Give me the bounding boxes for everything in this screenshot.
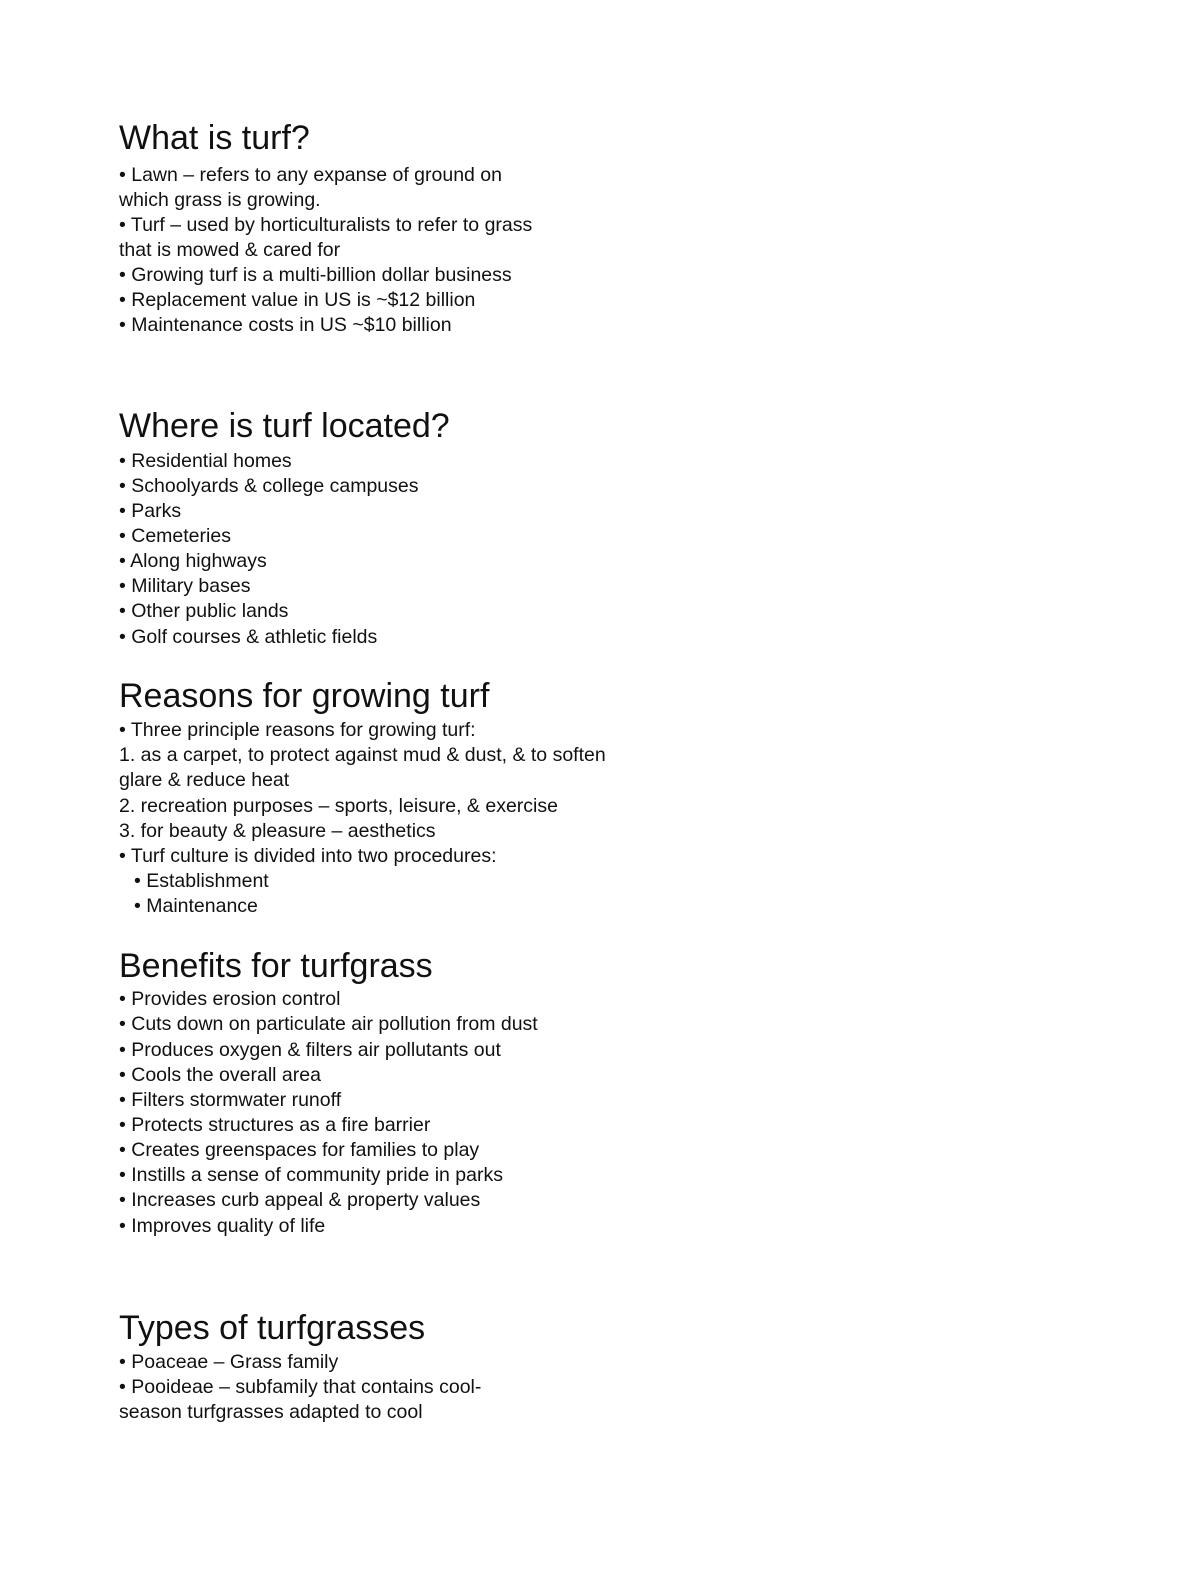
text-line: • Maintenance [134, 895, 258, 917]
text-line: • Pooideae – subfamily that contains cool- [119, 1376, 482, 1398]
section-heading-reasons-for-growing-turf: Reasons for growing turf [119, 677, 490, 715]
text-line: • Military bases [119, 575, 251, 597]
text-line: • Other public lands [119, 600, 289, 622]
text-line: • Three principle reasons for growing turf: [119, 719, 476, 741]
text-line: • Cuts down on particulate air pollution from dust [119, 1013, 538, 1035]
section-heading-what-is-turf: What is turf? [119, 119, 310, 157]
text-line: 3. for beauty & pleasure – aesthetics [119, 820, 436, 842]
section-heading-types-of-turfgrasses: Types of turfgrasses [119, 1309, 426, 1347]
text-line: • Growing turf is a multi-billion dollar business [119, 264, 512, 286]
text-line: • Residential homes [119, 450, 292, 472]
text-line: 2. recreation purposes – sports, leisure, & exercise [119, 795, 558, 817]
text-line: • Provides erosion control [119, 988, 341, 1010]
text-line: • Cemeteries [119, 525, 231, 547]
text-line: • Turf – used by horticulturalists to refer to grass [119, 214, 533, 236]
text-line: • Protects structures as a fire barrier [119, 1114, 431, 1136]
text-line: • Golf courses & athletic fields [119, 626, 378, 648]
text-line: season turfgrasses adapted to cool [119, 1401, 423, 1423]
text-line: • Lawn – refers to any expanse of ground on [119, 164, 502, 186]
text-line: • Maintenance costs in US ~$10 billion [119, 314, 452, 336]
text-line: • Establishment [134, 870, 269, 892]
text-line: • Produces oxygen & filters air pollutants out [119, 1039, 501, 1061]
text-line: • Filters stormwater runoff [119, 1089, 342, 1111]
text-line: that is mowed & cared for [119, 239, 341, 261]
text-line: • Replacement value in US is ~$12 billion [119, 289, 476, 311]
text-line: • Along highways [119, 550, 267, 572]
text-line: • Poaceae – Grass family [119, 1351, 339, 1373]
text-line: glare & reduce heat [119, 769, 290, 791]
text-line: • Turf culture is divided into two procedures: [119, 845, 497, 867]
text-line: • Cools the overall area [119, 1064, 321, 1086]
text-line: • Schoolyards & college campuses [119, 475, 419, 497]
text-line: • Instills a sense of community pride in parks [119, 1164, 503, 1186]
text-line: which grass is growing. [119, 189, 321, 211]
text-line: 1. as a carpet, to protect against mud & dust, & to soften [119, 744, 606, 766]
text-line: • Increases curb appeal & property values [119, 1189, 481, 1211]
section-heading-benefits-for-turfgrass: Benefits for turfgrass [119, 947, 433, 985]
text-line: • Creates greenspaces for families to play [119, 1139, 480, 1161]
section-heading-where-is-turf-located: Where is turf located? [119, 407, 450, 445]
text-line: • Improves quality of life [119, 1215, 326, 1237]
text-line: • Parks [119, 500, 182, 522]
